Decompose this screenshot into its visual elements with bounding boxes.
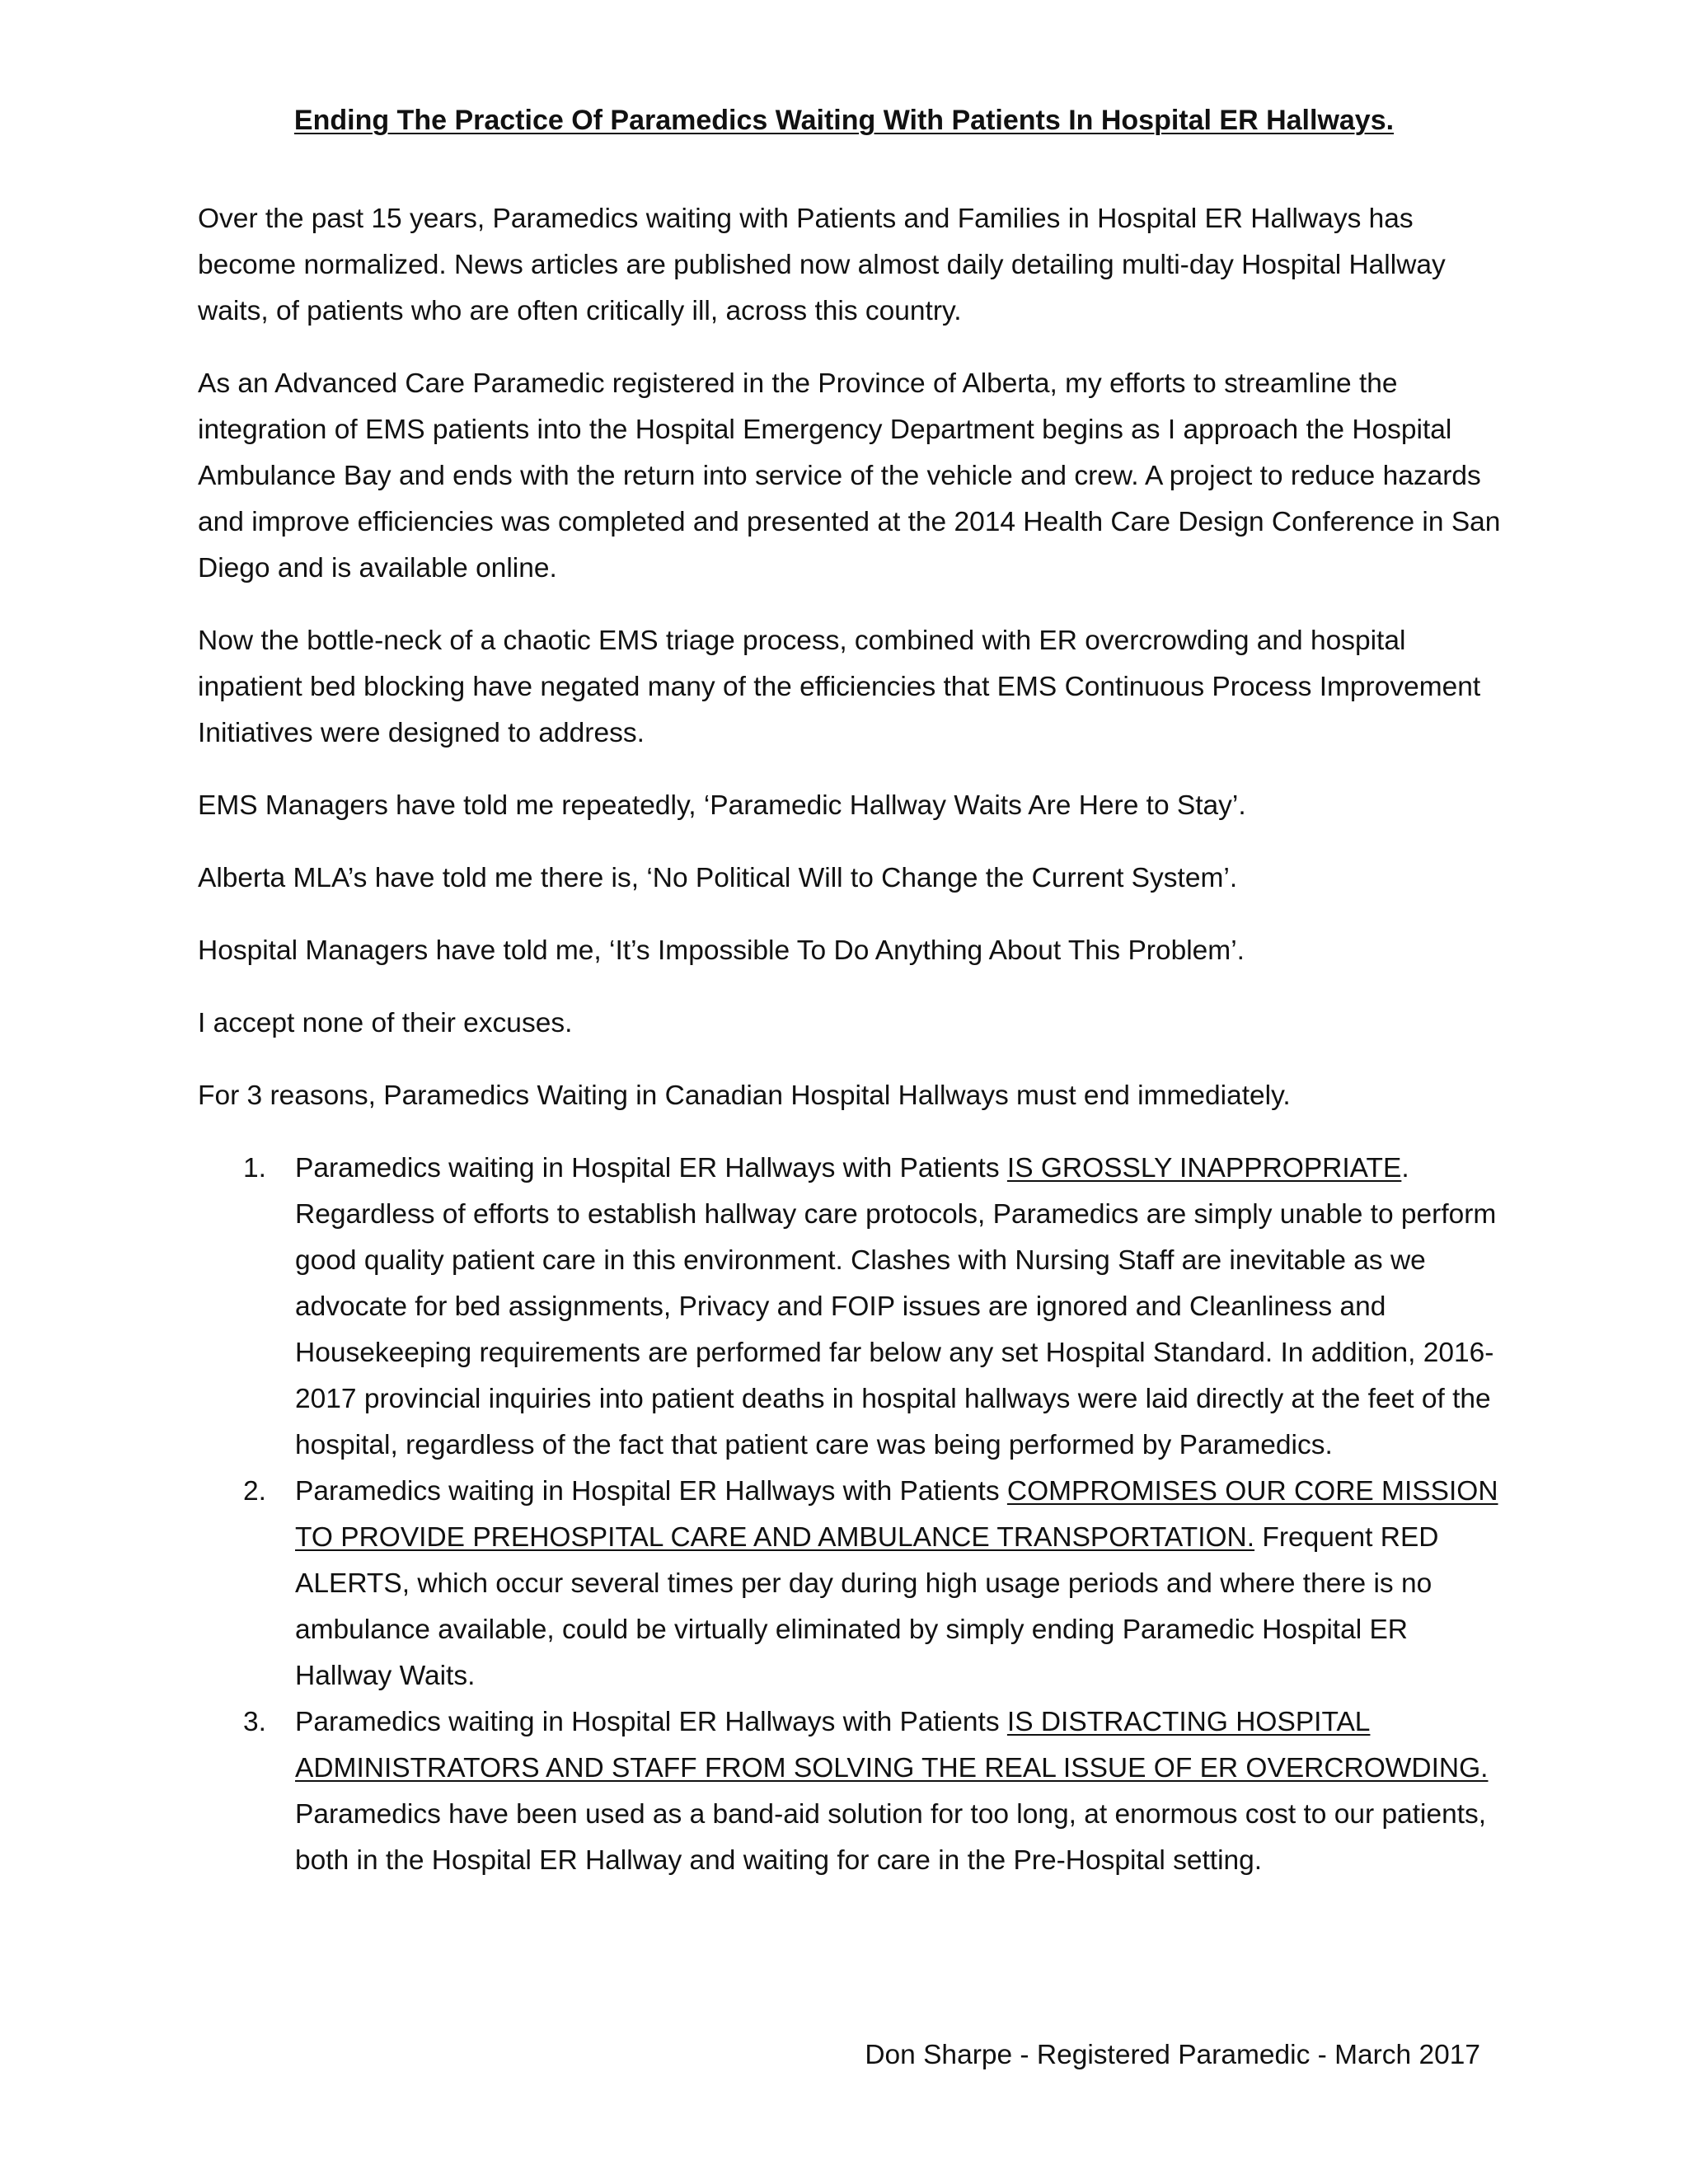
list-item-emphasis: IS DISTRACTING HOSPITAL ADMINISTRATORS AND STAFF FROM SOLVING THE REAL ISSUE OF ER OVERCROWDING. <box>295 1707 1489 1783</box>
paragraph-no-excuses: I accept none of their excuses. <box>198 1008 573 1038</box>
list-item-emphasis: IS GROSSLY INAPPROPRIATE <box>1006 1153 1402 1183</box>
reasons-list <box>198 1146 1508 1884</box>
list-item-body: Paramedics have been used as a band-aid solution for too long, at enormous cost to our patients, both in the Hospital ER Hallway and waiting for care in the Pre-Hospital setting. <box>295 1799 1487 1876</box>
paragraph-ems-managers-quote: EMS Managers have told me repeatedly, ‘Paramedic Hallway Waits Are Here to Stay’. <box>198 790 1246 821</box>
list-item-lead: Paramedics waiting in Hospital ER Hallways with Patients <box>295 1476 1007 1507</box>
paragraph-intro: Over the past 15 years, Paramedics waiting with Patients and Families in Hospital ER Hallways has become normalized. News articles are published now almost daily detailing multi-day Hospital Hallway waits, of patients who are often critically ill, across this country. <box>198 204 1446 326</box>
list-item-lead: Paramedics waiting in Hospital ER Hallways with Patients <box>295 1707 1007 1737</box>
list-item <box>198 1699 1508 1884</box>
paragraph-mla-quote: Alberta MLA’s have told me there is, ‘No Political Will to Change the Current System’. <box>198 863 1238 893</box>
list-item <box>198 1469 1508 1699</box>
list-item-number: 2. <box>243 1476 266 1507</box>
document-body <box>198 196 1508 1884</box>
list-item <box>198 1146 1508 1469</box>
paragraph-hospital-managers-quote: Hospital Managers have told me, ‘It’s Impossible To Do Anything About This Problem’. <box>198 935 1245 966</box>
list-item-emphasis: COMPROMISES OUR CORE MISSION TO PROVIDE PREHOSPITAL CARE AND AMBULANCE TRANSPORTATION. <box>295 1476 1498 1553</box>
list-item-body: Frequent RED ALERTS, which occur several times per day during high usage periods and where there is no ambulance available, could be virtually eliminated by simply ending Paramedic Hospital ER Hallway Waits. <box>295 1522 1439 1691</box>
signature-line: Don Sharpe - Registered Paramedic - March 2017 <box>865 2040 1480 2070</box>
paragraph-three-reasons: For 3 reasons, Paramedics Waiting in Canadian Hospital Hallways must end immediately. <box>198 1080 1291 1111</box>
list-item-body: . Regardless of efforts to establish hallway care protocols, Paramedics are simply unable to perform good quality patient care in this environment. Clashes with Nursing Staff are inevitable as we advocate for bed assignments, Privacy and FOIP issues are ignored and Cleanliness and Housekeeping requirements are performed far below any set Hospital Standard. In addition, 2016-2017 provincial inquiries into patient deaths in hospital hallways were laid directly at the feet of the hospital, regardless of the fact that patient care was being performed by Paramedics. <box>295 1153 1497 1460</box>
list-item-number: 3. <box>243 1707 266 1737</box>
paragraph-background: As an Advanced Care Paramedic registered in the Province of Alberta, my efforts to streamline the integration of EMS patients into the Hospital Emergency Department begins as I approach the Hospital Ambulance Bay and ends with the return into service of the vehicle and crew. A project to reduce hazards and improve efficiencies was completed and presented at the 2014 Health Care Design Conference in San Diego and is available online. <box>198 368 1501 583</box>
paragraph-bottleneck: Now the bottle-neck of a chaotic EMS triage process, combined with ER overcrowding and hospital inpatient bed blocking have negated many of the efficiencies that EMS Continuous Process Improvement Initiatives were designed to address. <box>198 626 1481 748</box>
list-item-lead: Paramedics waiting in Hospital ER Hallways with Patients <box>295 1153 1007 1183</box>
list-item-number: 1. <box>243 1153 266 1183</box>
document-title: Ending The Practice Of Paramedics Waiting With Patients In Hospital ER Hallways. <box>293 105 1395 136</box>
